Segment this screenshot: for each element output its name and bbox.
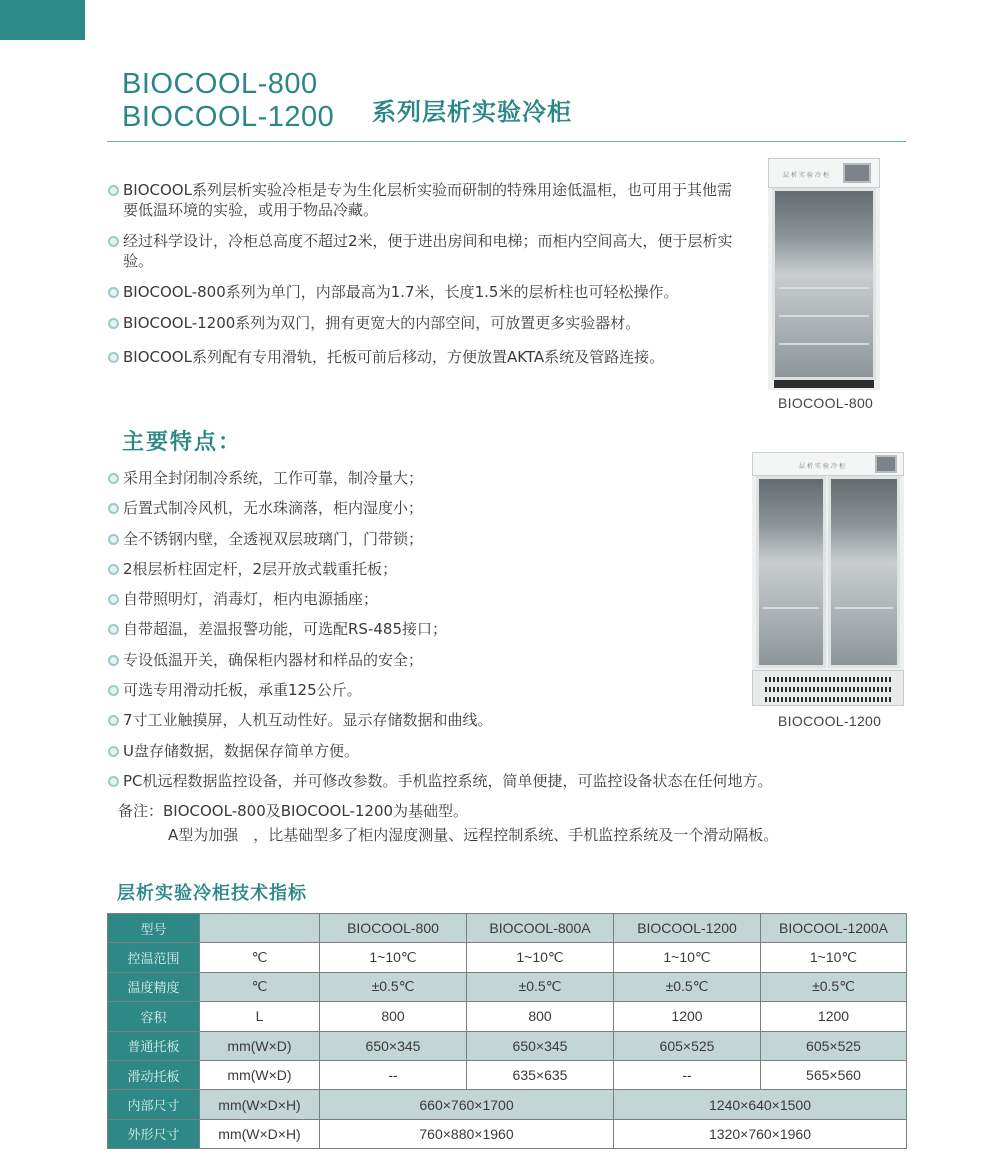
- shelf: [779, 287, 869, 289]
- table-row: [108, 1060, 907, 1089]
- row-label: 型号: [108, 914, 200, 943]
- vent-grille-icon: [765, 677, 891, 682]
- product-caption: BIOCOOL-800: [778, 395, 874, 411]
- intro-item: BIOCOOL系列层析实验冷柜是专为生化层析实验而研制的特殊用途低温柜，也可用于其他需要低温环境的实验，或用于物品冷藏。: [108, 180, 733, 220]
- value-cell: 1~10℃: [320, 943, 467, 972]
- value-cell: 650×345: [320, 1031, 467, 1060]
- row-label: 普通托板: [108, 1031, 200, 1060]
- value-cell: ±0.5℃: [467, 972, 614, 1001]
- bullet-circle-icon: [108, 185, 119, 196]
- value-cell: 635×635: [467, 1060, 614, 1089]
- bullet-circle-icon: [108, 564, 119, 575]
- row-label: 控温范围: [108, 943, 200, 972]
- value-cell: 605×525: [761, 1031, 907, 1060]
- glass-door: [772, 188, 876, 380]
- product-image-biocool-800: [768, 158, 880, 390]
- value-cell: --: [320, 1060, 467, 1089]
- unit-cell: ℃: [200, 943, 320, 972]
- feature-item: 全不锈钢内壁，全透视双层玻璃门，门带锁；: [108, 529, 773, 559]
- feature-item: 7寸工业触摸屏，人机互动性好。显示存储数据和曲线。: [108, 710, 773, 740]
- cabinet-base: [774, 380, 874, 388]
- bullet-circle-icon: [108, 473, 119, 484]
- value-cell: 1~10℃: [614, 943, 761, 972]
- corner-accent-block: [0, 0, 85, 40]
- row-label: 容积: [108, 1002, 200, 1031]
- row-label: 内部尺寸: [108, 1090, 200, 1119]
- title-model-1200: BIOCOOL-1200: [122, 101, 335, 133]
- bullet-circle-icon: [108, 746, 119, 757]
- value-cell: ±0.5℃: [614, 972, 761, 1001]
- unit-cell: mm(W×D×H): [200, 1090, 320, 1119]
- shelf: [835, 607, 893, 609]
- remark-line-1: 备注：BIOCOOL-800及BIOCOOL-1200为基础型。: [118, 802, 469, 820]
- remark-note: [118, 799, 778, 847]
- touchscreen-icon: [875, 455, 897, 473]
- cabinet-label: 层析实验冷柜: [783, 172, 832, 179]
- table-header-row: [108, 914, 907, 943]
- intro-item: BIOCOOL-800系列为单门，内部最高为1.7米，长度1.5米的层析柱也可轻松操作。: [108, 282, 733, 302]
- feature-item: 自带超温，差温报警功能，可选配RS-485接口；: [108, 619, 773, 649]
- intro-item: BIOCOOL-1200系列为双门，拥有更宽大的内部空间，可放置更多实验器材。: [108, 313, 733, 333]
- value-cell: ±0.5℃: [761, 972, 907, 1001]
- glass-door-right: [828, 476, 900, 668]
- merged-value-cell: 1320×760×1960: [614, 1119, 907, 1148]
- cabinet-vent-base: [752, 670, 904, 706]
- table-row: [108, 972, 907, 1001]
- table-row: [108, 1119, 907, 1148]
- feature-item: 自带照明灯，消毒灯，柜内电源插座；: [108, 589, 773, 619]
- bullet-circle-icon: [108, 624, 119, 635]
- row-label: 温度精度: [108, 972, 200, 1001]
- model-header: BIOCOOL-1200A: [761, 914, 907, 943]
- cabinet-label: 层析实验冷柜: [799, 463, 848, 470]
- bullet-circle-icon: [108, 503, 119, 514]
- unit-cell: mm(W×D): [200, 1031, 320, 1060]
- model-header: BIOCOOL-1200: [614, 914, 761, 943]
- value-cell: 1200: [614, 1002, 761, 1031]
- value-cell: ±0.5℃: [320, 972, 467, 1001]
- feature-item: PC机远程数据监控设备，并可修改参数。手机监控系统，简单便捷，可监控设备状态在任何地方。: [108, 771, 773, 801]
- bullet-circle-icon: [108, 685, 119, 696]
- row-label: 外形尺寸: [108, 1119, 200, 1148]
- spec-table-title: 层析实验冷柜技术指标: [117, 883, 307, 904]
- merged-value-cell: 760×880×1960: [320, 1119, 614, 1148]
- shelf: [779, 343, 869, 345]
- intro-list: [108, 180, 733, 381]
- product-caption: BIOCOOL-1200: [778, 713, 882, 729]
- title-model-names: [122, 68, 334, 134]
- cabinet-top-panel: [768, 158, 880, 188]
- value-cell: 650×345: [467, 1031, 614, 1060]
- table-row: [108, 943, 907, 972]
- model-header: BIOCOOL-800: [320, 914, 467, 943]
- table-row: [108, 1031, 907, 1060]
- feature-item: 专设低温开关，确保柜内器材和样品的安全；: [108, 650, 773, 680]
- value-cell: 800: [320, 1002, 467, 1031]
- title-model-800: BIOCOOL-800: [122, 68, 318, 100]
- value-cell: 565×560: [761, 1060, 907, 1089]
- shelf: [779, 315, 869, 317]
- value-cell: 800: [467, 1002, 614, 1031]
- features-list: [108, 468, 773, 801]
- bullet-circle-icon: [108, 776, 119, 787]
- page-title: 系列层析实验冷柜: [372, 98, 572, 126]
- model-header: BIOCOOL-800A: [467, 914, 614, 943]
- touchscreen-icon: [843, 163, 871, 183]
- bullet-circle-icon: [108, 236, 119, 247]
- bullet-circle-icon: [108, 715, 119, 726]
- features-heading: 主要特点：: [122, 430, 243, 455]
- row-label: 滑动托板: [108, 1060, 200, 1089]
- title-divider: [107, 141, 906, 142]
- cabinet-top-panel: [752, 452, 904, 476]
- merged-value-cell: 1240×640×1500: [614, 1090, 907, 1119]
- feature-item: U盘存储数据，数据保存简单方便。: [108, 741, 773, 771]
- unit-cell: mm(W×D×H): [200, 1119, 320, 1148]
- vent-grille-icon: [765, 697, 891, 702]
- unit-cell: [200, 914, 320, 943]
- feature-item: 可选专用滑动托板，承重125公斤。: [108, 680, 773, 710]
- bullet-circle-icon: [108, 318, 119, 329]
- feature-item: 采用全封闭制冷系统，工作可靠，制冷量大；: [108, 468, 773, 498]
- value-cell: 1200: [761, 1002, 907, 1031]
- table-row: [108, 1090, 907, 1119]
- feature-item: 2根层析柱固定杆，2层开放式载重托板；: [108, 559, 773, 589]
- intro-item: 经过科学设计，冷柜总高度不超过2米，便于进出房间和电梯；而柜内空间高大，便于层析实验。: [108, 231, 733, 271]
- remark-line-2: A型为加强 ，比基础型多了柜内湿度测量、远程控制系统、手机监控系统及一个滑动隔板。: [168, 826, 779, 844]
- value-cell: --: [614, 1060, 761, 1089]
- feature-item: 后置式制冷风机，无水珠滴落，柜内湿度小；: [108, 498, 773, 528]
- unit-cell: ℃: [200, 972, 320, 1001]
- bullet-circle-icon: [108, 352, 119, 363]
- value-cell: 605×525: [614, 1031, 761, 1060]
- table-row: [108, 1002, 907, 1031]
- vent-grille-icon: [765, 687, 891, 692]
- value-cell: 1~10℃: [467, 943, 614, 972]
- bullet-circle-icon: [108, 655, 119, 666]
- spec-table: [107, 913, 907, 1149]
- intro-item: BIOCOOL系列配有专用滑轨，托板可前后移动，方便放置AKTA系统及管路连接。: [108, 347, 733, 367]
- bullet-circle-icon: [108, 287, 119, 298]
- merged-value-cell: 660×760×1700: [320, 1090, 614, 1119]
- value-cell: 1~10℃: [761, 943, 907, 972]
- unit-cell: mm(W×D): [200, 1060, 320, 1089]
- unit-cell: L: [200, 1002, 320, 1031]
- bullet-circle-icon: [108, 594, 119, 605]
- product-image-biocool-1200: [752, 452, 904, 706]
- bullet-circle-icon: [108, 534, 119, 545]
